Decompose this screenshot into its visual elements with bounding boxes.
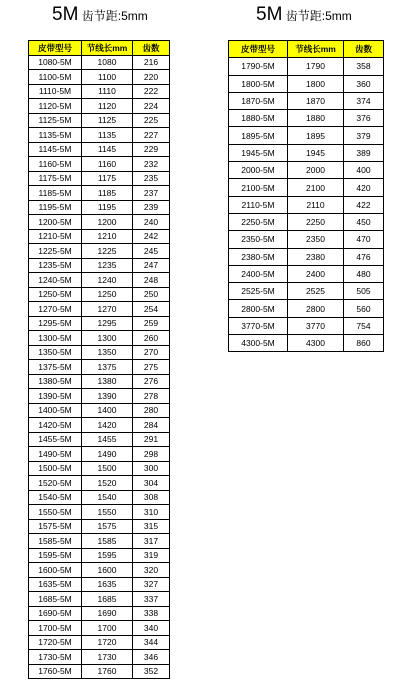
cell-belt-model: 1420-5M <box>29 418 82 433</box>
cell-belt-model: 1720-5M <box>29 635 82 650</box>
cell-teeth-count: 222 <box>133 84 170 99</box>
right-table-title <box>256 4 352 26</box>
cell-belt-model: 1270-5M <box>29 302 82 317</box>
cell-belt-model: 1945-5M <box>229 144 288 161</box>
cell-belt-model: 1250-5M <box>29 287 82 302</box>
table-row <box>29 84 170 99</box>
cell-belt-model: 1880-5M <box>229 110 288 127</box>
cell-pitch-length: 1880 <box>288 110 344 127</box>
cell-teeth-count: 400 <box>344 162 384 179</box>
table-row <box>229 92 384 109</box>
cell-teeth-count: 225 <box>133 113 170 128</box>
table-row <box>29 635 170 650</box>
table-row <box>29 171 170 186</box>
table-row <box>29 505 170 520</box>
cell-pitch-length: 1125 <box>82 113 133 128</box>
cell-belt-model: 1235-5M <box>29 258 82 273</box>
cell-teeth-count: 291 <box>133 432 170 447</box>
table-row <box>29 490 170 505</box>
cell-belt-model: 1240-5M <box>29 273 82 288</box>
table-row <box>29 621 170 636</box>
cell-belt-model: 1110-5M <box>29 84 82 99</box>
right-title-model: 5M <box>256 4 283 25</box>
cell-teeth-count: 360 <box>344 75 384 92</box>
cell-pitch-length: 1375 <box>82 360 133 375</box>
cell-pitch-length: 3770 <box>288 317 344 334</box>
table-row <box>229 162 384 179</box>
cell-teeth-count: 227 <box>133 128 170 143</box>
table-row <box>29 99 170 114</box>
table-row <box>29 200 170 215</box>
cell-teeth-count: 327 <box>133 577 170 592</box>
cell-pitch-length: 1945 <box>288 144 344 161</box>
cell-teeth-count: 346 <box>133 650 170 665</box>
table-row <box>229 231 384 248</box>
cell-teeth-count: 317 <box>133 534 170 549</box>
table-row <box>29 287 170 302</box>
cell-belt-model: 1225-5M <box>29 244 82 259</box>
cell-pitch-length: 1550 <box>82 505 133 520</box>
cell-pitch-length: 1210 <box>82 229 133 244</box>
cell-pitch-length: 2000 <box>288 162 344 179</box>
table-row <box>29 389 170 404</box>
cell-pitch-length: 1250 <box>82 287 133 302</box>
left-table-title <box>52 4 148 26</box>
cell-belt-model: 1380-5M <box>29 374 82 389</box>
cell-teeth-count: 376 <box>344 110 384 127</box>
cell-pitch-length: 1400 <box>82 403 133 418</box>
cell-teeth-count: 260 <box>133 331 170 346</box>
cell-belt-model: 1400-5M <box>29 403 82 418</box>
cell-belt-model: 1295-5M <box>29 316 82 331</box>
cell-teeth-count: 450 <box>344 213 384 230</box>
cell-pitch-length: 1520 <box>82 476 133 491</box>
table-row <box>29 186 170 201</box>
table-row <box>29 534 170 549</box>
table-row <box>29 273 170 288</box>
cell-teeth-count: 270 <box>133 345 170 360</box>
cell-belt-model: 1175-5M <box>29 171 82 186</box>
cell-pitch-length: 1420 <box>82 418 133 433</box>
table-row <box>29 229 170 244</box>
table-header-row <box>229 41 384 58</box>
cell-belt-model: 1455-5M <box>29 432 82 447</box>
cell-teeth-count: 470 <box>344 231 384 248</box>
table-row <box>229 144 384 161</box>
cell-teeth-count: 247 <box>133 258 170 273</box>
cell-pitch-length: 2380 <box>288 248 344 265</box>
table-row <box>229 110 384 127</box>
cell-pitch-length: 1235 <box>82 258 133 273</box>
cell-belt-model: 1390-5M <box>29 389 82 404</box>
cell-pitch-length: 1455 <box>82 432 133 447</box>
header-teeth-count: 齿数 <box>344 41 384 58</box>
cell-belt-model: 1575-5M <box>29 519 82 534</box>
cell-pitch-length: 1730 <box>82 650 133 665</box>
table-row <box>29 418 170 433</box>
cell-teeth-count: 379 <box>344 127 384 144</box>
cell-belt-model: 1800-5M <box>229 75 288 92</box>
cell-pitch-length: 1300 <box>82 331 133 346</box>
cell-belt-model: 1195-5M <box>29 200 82 215</box>
header-belt-model: 皮带型号 <box>29 41 82 56</box>
cell-pitch-length: 1540 <box>82 490 133 505</box>
table-row <box>229 283 384 300</box>
table-row <box>29 403 170 418</box>
cell-teeth-count: 245 <box>133 244 170 259</box>
table-row <box>229 196 384 213</box>
cell-pitch-length: 1270 <box>82 302 133 317</box>
cell-belt-model: 2350-5M <box>229 231 288 248</box>
cell-teeth-count: 237 <box>133 186 170 201</box>
left-title-pitch: 齿节距:5mm <box>78 9 148 23</box>
cell-teeth-count: 315 <box>133 519 170 534</box>
cell-pitch-length: 2525 <box>288 283 344 300</box>
table-row <box>29 592 170 607</box>
cell-teeth-count: 304 <box>133 476 170 491</box>
cell-belt-model: 1100-5M <box>29 70 82 85</box>
table-row <box>29 331 170 346</box>
cell-belt-model: 1125-5M <box>29 113 82 128</box>
cell-belt-model: 1520-5M <box>29 476 82 491</box>
cell-belt-model: 1185-5M <box>29 186 82 201</box>
cell-belt-model: 4300-5M <box>229 335 288 352</box>
cell-pitch-length: 1185 <box>82 186 133 201</box>
cell-teeth-count: 254 <box>133 302 170 317</box>
table-row <box>29 447 170 462</box>
table-row <box>29 664 170 679</box>
cell-belt-model: 1760-5M <box>29 664 82 679</box>
cell-teeth-count: 320 <box>133 563 170 578</box>
cell-pitch-length: 1350 <box>82 345 133 360</box>
cell-teeth-count: 259 <box>133 316 170 331</box>
cell-belt-model: 1145-5M <box>29 142 82 157</box>
cell-teeth-count: 224 <box>133 99 170 114</box>
cell-belt-model: 1540-5M <box>29 490 82 505</box>
right-belt-table <box>228 40 384 352</box>
table-row <box>29 606 170 621</box>
cell-pitch-length: 1200 <box>82 215 133 230</box>
table-row <box>229 248 384 265</box>
cell-teeth-count: 240 <box>133 215 170 230</box>
cell-pitch-length: 1635 <box>82 577 133 592</box>
cell-belt-model: 2250-5M <box>229 213 288 230</box>
cell-pitch-length: 1870 <box>288 92 344 109</box>
cell-teeth-count: 229 <box>133 142 170 157</box>
cell-pitch-length: 1720 <box>82 635 133 650</box>
table-row <box>29 258 170 273</box>
table-row <box>29 113 170 128</box>
table-row <box>29 374 170 389</box>
cell-pitch-length: 1500 <box>82 461 133 476</box>
cell-pitch-length: 2110 <box>288 196 344 213</box>
cell-belt-model: 1550-5M <box>29 505 82 520</box>
table-row <box>29 244 170 259</box>
table-row <box>229 127 384 144</box>
table-row <box>229 300 384 317</box>
table-row <box>29 461 170 476</box>
cell-belt-model: 1895-5M <box>229 127 288 144</box>
cell-belt-model: 1375-5M <box>29 360 82 375</box>
cell-teeth-count: 276 <box>133 374 170 389</box>
cell-teeth-count: 358 <box>344 58 384 75</box>
table-row <box>229 179 384 196</box>
cell-teeth-count: 278 <box>133 389 170 404</box>
table-row <box>229 213 384 230</box>
cell-teeth-count: 860 <box>344 335 384 352</box>
table-row <box>229 75 384 92</box>
cell-pitch-length: 1120 <box>82 99 133 114</box>
cell-pitch-length: 1790 <box>288 58 344 75</box>
cell-belt-model: 1210-5M <box>29 229 82 244</box>
cell-teeth-count: 242 <box>133 229 170 244</box>
cell-teeth-count: 476 <box>344 248 384 265</box>
cell-pitch-length: 2350 <box>288 231 344 248</box>
cell-teeth-count: 374 <box>344 92 384 109</box>
cell-teeth-count: 220 <box>133 70 170 85</box>
cell-teeth-count: 338 <box>133 606 170 621</box>
cell-pitch-length: 1380 <box>82 374 133 389</box>
cell-belt-model: 1600-5M <box>29 563 82 578</box>
cell-belt-model: 2380-5M <box>229 248 288 265</box>
table-row <box>29 519 170 534</box>
cell-teeth-count: 480 <box>344 265 384 282</box>
table-row <box>29 432 170 447</box>
table-row <box>29 316 170 331</box>
table-row <box>29 70 170 85</box>
cell-pitch-length: 4300 <box>288 335 344 352</box>
cell-teeth-count: 319 <box>133 548 170 563</box>
cell-pitch-length: 1685 <box>82 592 133 607</box>
cell-teeth-count: 389 <box>344 144 384 161</box>
cell-pitch-length: 1800 <box>288 75 344 92</box>
right-title-pitch: 齿节距:5mm <box>282 9 352 23</box>
cell-belt-model: 1120-5M <box>29 99 82 114</box>
cell-belt-model: 1160-5M <box>29 157 82 172</box>
cell-pitch-length: 2800 <box>288 300 344 317</box>
cell-pitch-length: 1175 <box>82 171 133 186</box>
cell-belt-model: 2110-5M <box>229 196 288 213</box>
cell-belt-model: 1490-5M <box>29 447 82 462</box>
cell-belt-model: 1635-5M <box>29 577 82 592</box>
table-row <box>229 317 384 334</box>
cell-belt-model: 2100-5M <box>229 179 288 196</box>
cell-pitch-length: 1100 <box>82 70 133 85</box>
cell-pitch-length: 1490 <box>82 447 133 462</box>
table-row <box>29 128 170 143</box>
table-row <box>29 650 170 665</box>
cell-teeth-count: 300 <box>133 461 170 476</box>
cell-belt-model: 1870-5M <box>229 92 288 109</box>
header-belt-model: 皮带型号 <box>229 41 288 58</box>
cell-pitch-length: 2100 <box>288 179 344 196</box>
table-row <box>29 215 170 230</box>
cell-teeth-count: 284 <box>133 418 170 433</box>
table-row <box>229 335 384 352</box>
cell-teeth-count: 754 <box>344 317 384 334</box>
cell-belt-model: 1300-5M <box>29 331 82 346</box>
table-row <box>29 577 170 592</box>
cell-teeth-count: 560 <box>344 300 384 317</box>
cell-teeth-count: 250 <box>133 287 170 302</box>
cell-belt-model: 1500-5M <box>29 461 82 476</box>
cell-pitch-length: 1145 <box>82 142 133 157</box>
cell-belt-model: 2000-5M <box>229 162 288 179</box>
table-row <box>229 58 384 75</box>
cell-teeth-count: 280 <box>133 403 170 418</box>
cell-belt-model: 2800-5M <box>229 300 288 317</box>
cell-pitch-length: 1195 <box>82 200 133 215</box>
cell-pitch-length: 1700 <box>82 621 133 636</box>
cell-belt-model: 1690-5M <box>29 606 82 621</box>
cell-pitch-length: 1600 <box>82 563 133 578</box>
cell-pitch-length: 1575 <box>82 519 133 534</box>
table-row <box>29 476 170 491</box>
cell-belt-model: 2400-5M <box>229 265 288 282</box>
table-row <box>29 142 170 157</box>
cell-teeth-count: 275 <box>133 360 170 375</box>
header-teeth-count: 齿数 <box>133 41 170 56</box>
table-row <box>29 563 170 578</box>
cell-pitch-length: 2250 <box>288 213 344 230</box>
table-row <box>29 302 170 317</box>
cell-belt-model: 1700-5M <box>29 621 82 636</box>
table-row <box>29 360 170 375</box>
cell-pitch-length: 1895 <box>288 127 344 144</box>
table-row <box>29 345 170 360</box>
cell-belt-model: 1080-5M <box>29 55 82 70</box>
cell-teeth-count: 239 <box>133 200 170 215</box>
table-row <box>29 548 170 563</box>
cell-teeth-count: 235 <box>133 171 170 186</box>
cell-teeth-count: 344 <box>133 635 170 650</box>
cell-pitch-length: 1160 <box>82 157 133 172</box>
table-row <box>29 157 170 172</box>
cell-belt-model: 1595-5M <box>29 548 82 563</box>
cell-teeth-count: 352 <box>133 664 170 679</box>
cell-teeth-count: 216 <box>133 55 170 70</box>
cell-pitch-length: 1585 <box>82 534 133 549</box>
cell-pitch-length: 1595 <box>82 548 133 563</box>
table-row <box>229 265 384 282</box>
table-header-row <box>29 41 170 56</box>
cell-teeth-count: 422 <box>344 196 384 213</box>
cell-pitch-length: 1690 <box>82 606 133 621</box>
cell-belt-model: 1350-5M <box>29 345 82 360</box>
cell-teeth-count: 298 <box>133 447 170 462</box>
cell-belt-model: 1200-5M <box>29 215 82 230</box>
cell-belt-model: 1585-5M <box>29 534 82 549</box>
cell-belt-model: 1685-5M <box>29 592 82 607</box>
cell-pitch-length: 1080 <box>82 55 133 70</box>
cell-teeth-count: 505 <box>344 283 384 300</box>
cell-pitch-length: 1225 <box>82 244 133 259</box>
cell-pitch-length: 1135 <box>82 128 133 143</box>
cell-belt-model: 1790-5M <box>229 58 288 75</box>
cell-teeth-count: 340 <box>133 621 170 636</box>
cell-teeth-count: 310 <box>133 505 170 520</box>
table-row <box>29 55 170 70</box>
cell-teeth-count: 232 <box>133 157 170 172</box>
cell-pitch-length: 1110 <box>82 84 133 99</box>
cell-belt-model: 1730-5M <box>29 650 82 665</box>
left-title-model: 5M <box>52 4 79 25</box>
cell-pitch-length: 1240 <box>82 273 133 288</box>
header-pitch-length: 节线长mm <box>82 41 133 56</box>
cell-teeth-count: 248 <box>133 273 170 288</box>
cell-pitch-length: 1760 <box>82 664 133 679</box>
cell-belt-model: 3770-5M <box>229 317 288 334</box>
cell-pitch-length: 1295 <box>82 316 133 331</box>
cell-belt-model: 2525-5M <box>229 283 288 300</box>
header-pitch-length: 节线长mm <box>288 41 344 58</box>
cell-teeth-count: 308 <box>133 490 170 505</box>
cell-teeth-count: 420 <box>344 179 384 196</box>
cell-pitch-length: 2400 <box>288 265 344 282</box>
cell-teeth-count: 337 <box>133 592 170 607</box>
cell-pitch-length: 1390 <box>82 389 133 404</box>
left-belt-table <box>28 40 170 679</box>
cell-belt-model: 1135-5M <box>29 128 82 143</box>
